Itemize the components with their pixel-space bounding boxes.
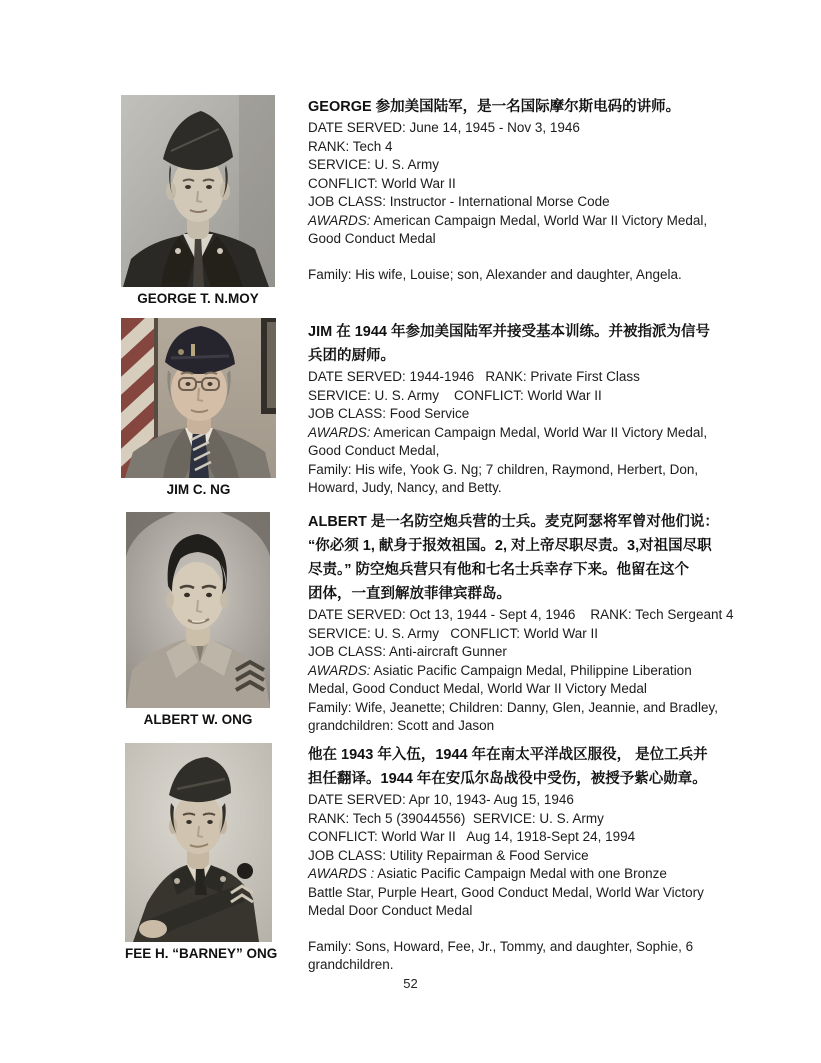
awards-label: AWARDS: xyxy=(308,424,371,440)
family-line: Family: Sons, Howard, Fee, Jr., Tommy, and daughter, Sophie, 6 xyxy=(308,938,694,954)
bio-line: JOB CLASS: Utility Repairman & Food Service xyxy=(308,847,589,863)
page-number: 52 xyxy=(403,976,418,991)
bio-line: RANK: Tech 4 xyxy=(308,138,393,154)
family-line: grandchildren. xyxy=(308,957,394,972)
photo-caption: ALBERT W. ONG xyxy=(143,712,253,727)
photo-caption: FEE H. “BARNEY” ONG xyxy=(125,946,278,961)
bio-line: Good Conduct Medal xyxy=(308,231,436,246)
bio-text-block xyxy=(308,510,763,736)
bio-line: JOB CLASS: Food Service xyxy=(308,406,470,421)
awards-label: AWARDS: xyxy=(308,662,371,678)
veteran-photo-figure xyxy=(121,95,275,307)
george-portrait-photo xyxy=(121,95,275,287)
veteran-photo-figure xyxy=(121,318,276,498)
bio-line: SERVICE: U. S. Army CONFLICT: World War II xyxy=(308,387,602,403)
awards-text: Asiatic Pacific Campaign Medal with one Bronze xyxy=(374,866,667,881)
jim-portrait-photo xyxy=(121,318,276,478)
bio-line: RANK: Tech 5 (39044556) SERVICE: U. S. Army xyxy=(308,810,604,826)
bio-line: JOB CLASS: Anti-aircraft Gunner xyxy=(308,644,507,659)
family-line: Howard, Judy, Nancy, and Betty. xyxy=(308,480,502,495)
bio-line: SERVICE: U. S. Army xyxy=(308,157,440,172)
bio-line: SERVICE: U. S. Army CONFLICT: World War II xyxy=(308,625,599,641)
albert-portrait-photo xyxy=(126,512,270,708)
bio-text-block xyxy=(308,320,763,498)
bio-awards-line xyxy=(308,662,763,681)
bio-heading: 团体，一直到解放菲律宾群岛。 xyxy=(308,586,511,602)
bio-line: Battle Star, Purple Heart, Good Conduct Medal, World War Victory xyxy=(308,884,704,900)
photo-caption: GEORGE T. N.MOY xyxy=(137,291,259,306)
bio-line: DATE SERVED: Oct 13, 1944 - Sept 4, 1946 RANK: Tech Sergeant 4 xyxy=(308,607,734,622)
bio-line: CONFLICT: World War II xyxy=(308,175,456,191)
awards-label: AWARDS: xyxy=(308,212,371,228)
veteran-photo-figure xyxy=(126,512,270,728)
family-line: Family: Wife, Jeanette; Children: Danny, Glen, Jeannie, and Bradley, xyxy=(308,699,718,715)
fee-portrait-photo xyxy=(125,743,272,942)
bio-heading: 担任翻译。1944 年在安瓜尔岛战役中受伤，被授予紫心勋章。 xyxy=(308,771,707,787)
bio-line: JOB CLASS: Instructor - International Morse Code xyxy=(308,194,610,209)
bio-awards-line xyxy=(308,424,763,443)
family-line: grandchildren: Scott and Jason xyxy=(308,718,495,733)
bio-line: Medal Door Conduct Medal xyxy=(308,903,473,918)
family-line: Family: His wife, Louise; son, Alexander and daughter, Angela. xyxy=(308,266,682,282)
awards-text: American Campaign Medal, World War II Victory Medal, xyxy=(370,424,708,440)
photo-caption: JIM C. NG xyxy=(166,482,231,497)
bio-heading: ALBERT 是一名防空炮兵营的士兵。麦克阿瑟将军曾对他们说： xyxy=(308,514,719,530)
bio-line: Good Conduct Medal, xyxy=(308,443,440,458)
bio-text-block xyxy=(308,743,763,975)
bio-awards-line xyxy=(308,865,763,884)
awards-label: AWARDS : xyxy=(308,866,375,881)
bio-heading: JIM 在 1944 年参加美国陆军并接受基本训练。并被指派为信号 xyxy=(308,324,711,340)
bio-heading: 他在 1943 年入伍，1944 年在南太平洋战区服役， 是位工兵并 xyxy=(308,747,708,763)
bio-heading: 尽责。” 防空炮兵营只有他和七名士兵幸存下来。他留在这个 xyxy=(308,562,690,578)
bio-line: DATE SERVED: 1944-1946 RANK: Private First Class xyxy=(308,369,640,384)
awards-text: Asiatic Pacific Campaign Medal, Philippine Liberation xyxy=(370,662,692,678)
awards-text: American Campaign Medal, World War II Victory Medal, xyxy=(370,212,708,228)
bio-heading: GEORGE 参加美国陆军，是一名国际摩尔斯电码的讲师。 xyxy=(308,99,681,115)
bio-line: Medal, Good Conduct Medal, World War II Victory Medal xyxy=(308,681,647,696)
bio-heading: 兵团的厨师。 xyxy=(308,348,395,364)
bio-line: DATE SERVED: Apr 10, 1943- Aug 15, 1946 xyxy=(308,792,574,807)
bio-text-block xyxy=(308,95,763,284)
bio-line: CONFLICT: World War II Aug 14, 1918-Sept 24, 1994 xyxy=(308,829,636,844)
bio-awards-line xyxy=(308,212,763,231)
bio-line: DATE SERVED: June 14, 1945 - Nov 3, 1946 xyxy=(308,120,580,135)
veteran-photo-figure xyxy=(125,743,278,962)
family-line: Family: His wife, Yook G. Ng; 7 children, Raymond, Herbert, Don, xyxy=(308,461,699,477)
bio-heading: “你必须 1, 献身于报效祖国。2, 对上帝尽职尽责。3,对祖国尽职 xyxy=(308,538,712,554)
